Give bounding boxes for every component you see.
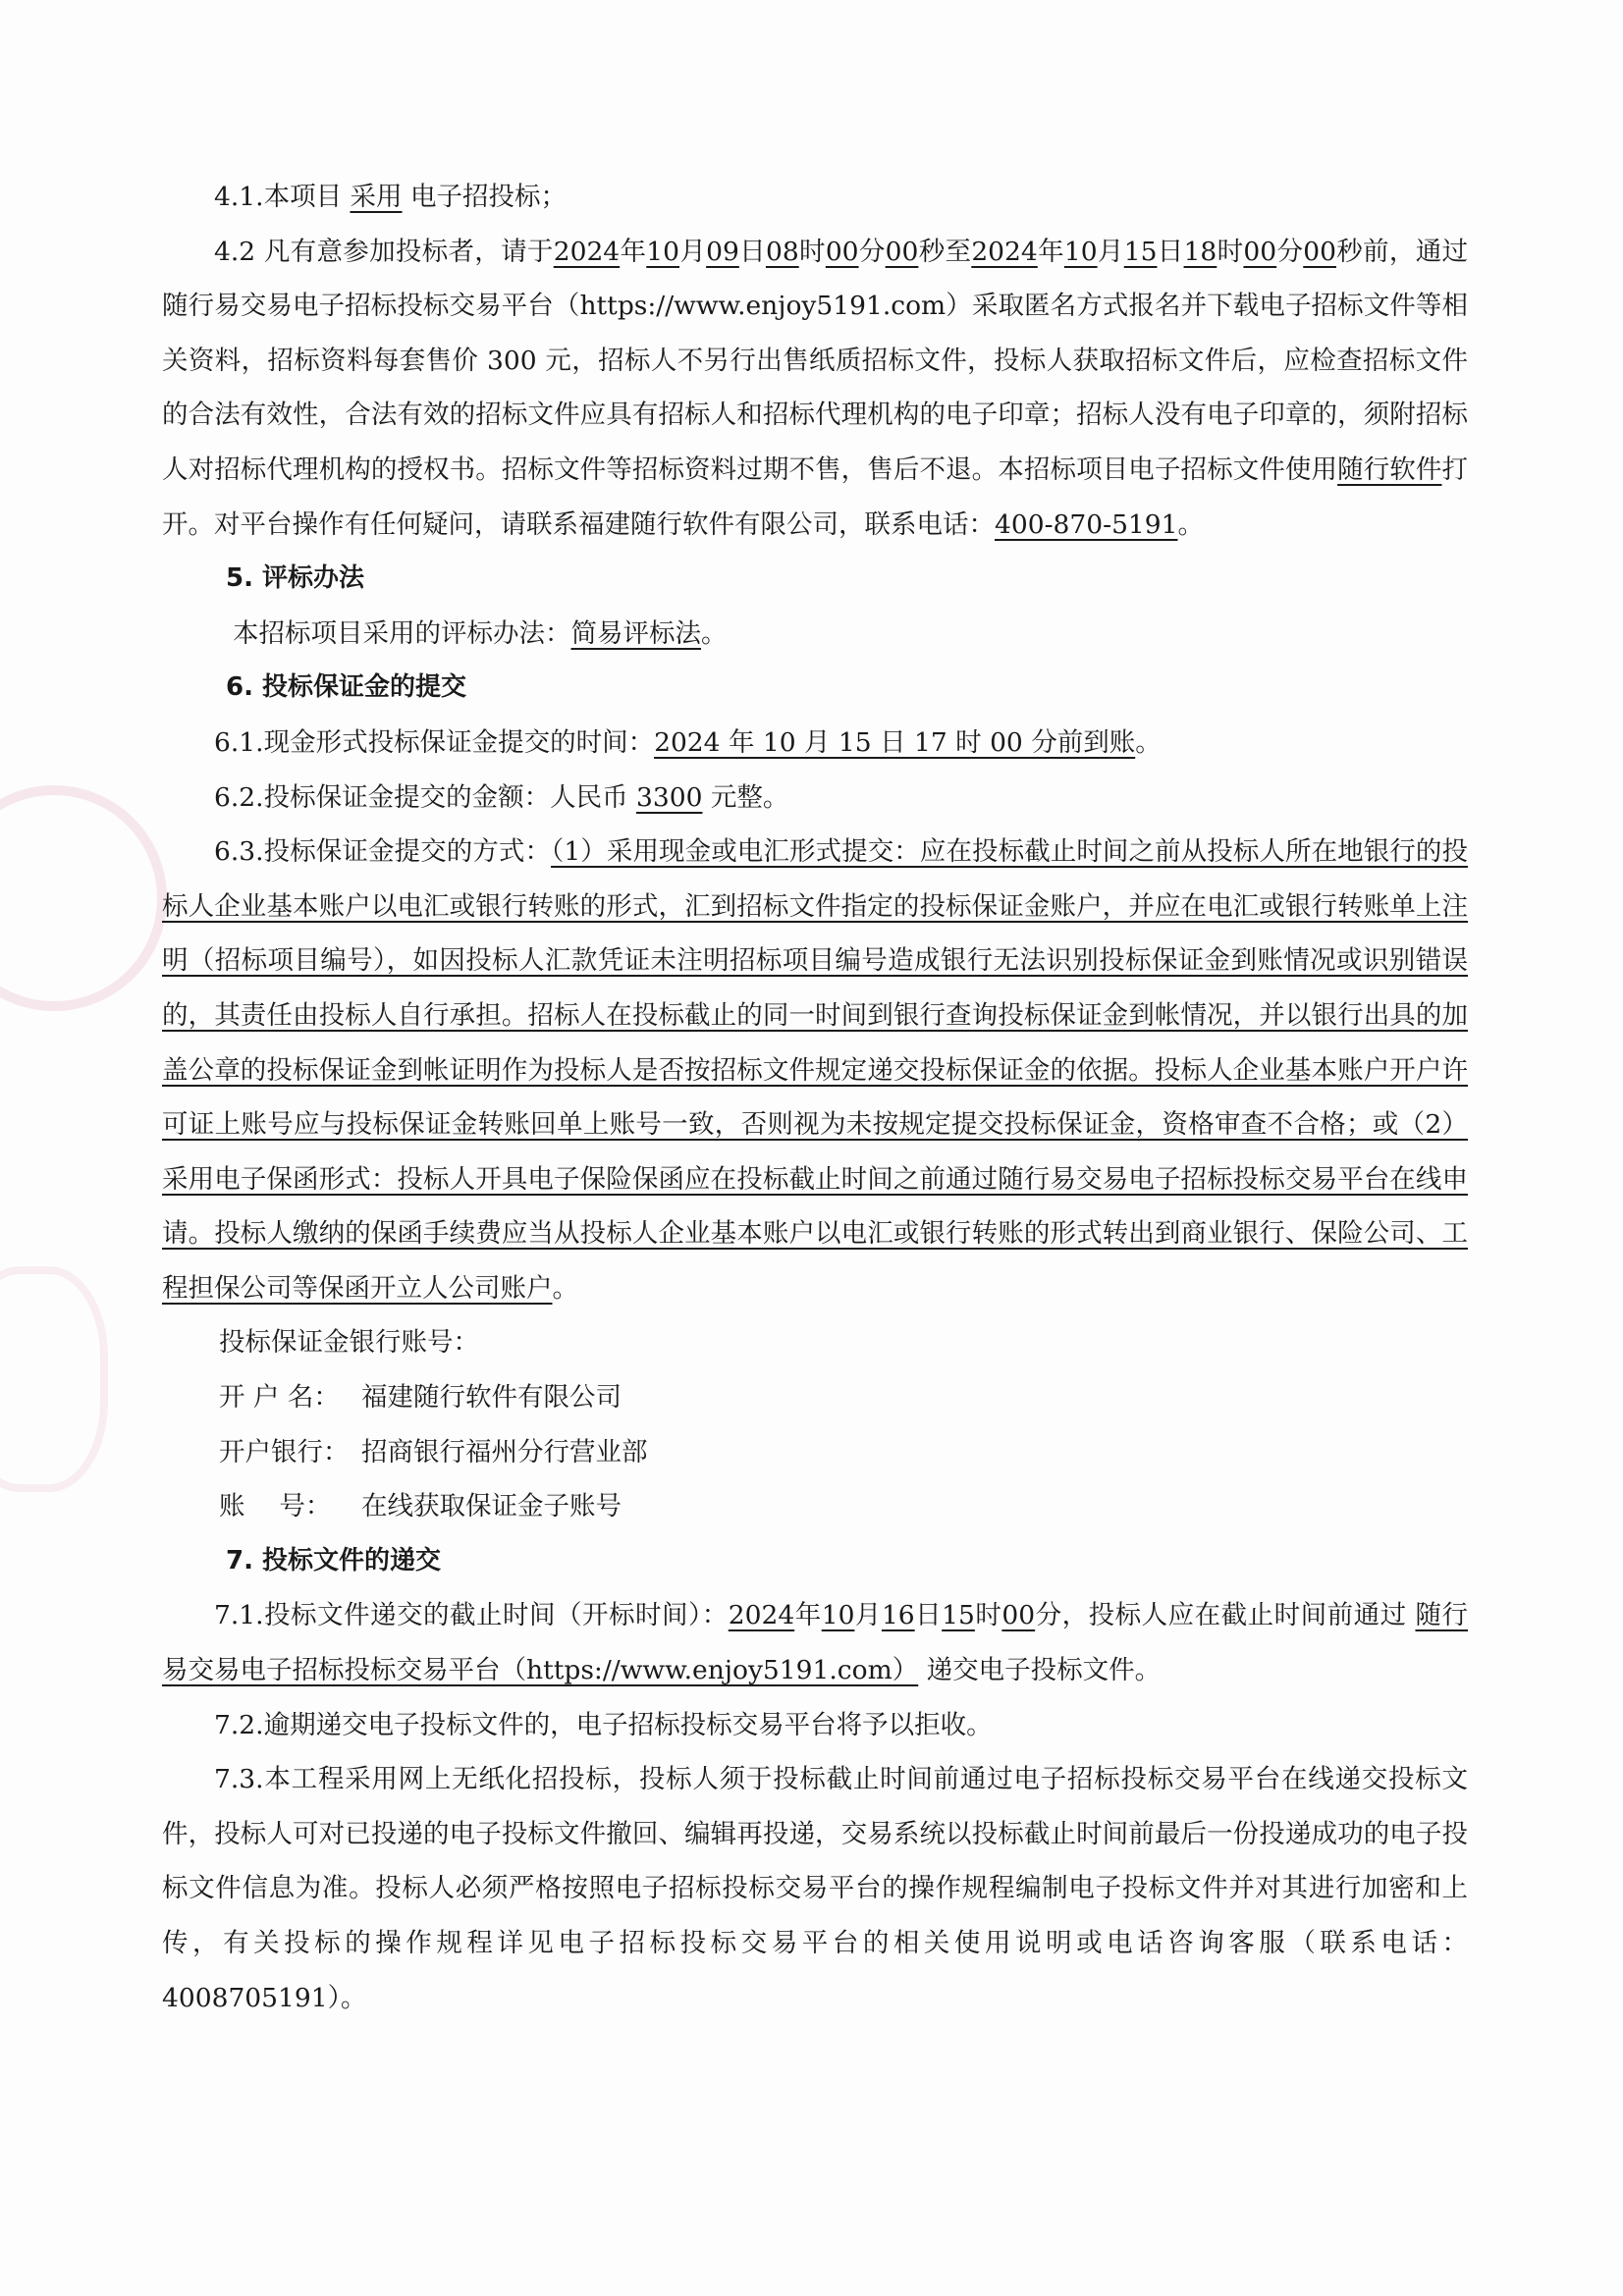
software-name: 随行软件	[1337, 454, 1442, 485]
clause-4-2: 4.2 凡有意参加投标者，请于2024年10月09日08时00分00秒至2024年10月15日18时00分00秒前，通过随行易交易电子招标投标交易平台（https://www.enjoy5191.com）采取匿名方式报名并下载电子招标文件等相关资料，招标资料每套售价 300 元，招标人不另行出售纸质招标文件，投标人获取招标文件后，应检查招标文件的合法有效性，合法有效的招标文件应具有招标人和招标代理机构的电子印章；招标人没有电子印章的，须附招标人对招标代理机构的授权书。招标文件等招标资料过期不售，售后不退。本招标项目电子招标文件使用随行软件打开。对平台操作有任何疑问，请联系福建随行软件有限公司，联系电话：400-870-5191。	[162, 236, 1469, 540]
document-body	[162, 170, 1468, 2025]
clause-7-2: 7.2.逾期递交电子投标文件的，电子招标投标交易平台将予以拒收。	[214, 1709, 993, 1740]
platform-link: 随行易交易电子招标投标交易平台（https://www.enjoy5191.com）	[162, 1600, 1469, 1686]
bank-account-number: 账 号： 在线获取保证金子账号	[219, 1491, 622, 1522]
section-heading-5: 5. 评标办法	[226, 563, 365, 594]
clause-4-1: 4.1.本项目 采用 电子招投标；	[214, 182, 567, 212]
clause-6-3: 6.3.投标保证金提交的方式：（1）采用现金或电汇形式提交：应在投标截止时间之前从投标人所在地银行的投标人企业基本账户以电汇或银行转账的形式，汇到招标文件指定的投标保证金账户，并应在电汇或银行转账单上注明（招标项目编号），如因投标人汇款凭证未注明招标项目编号造成银行无法识别投标保证金到账情况或识别错误的，其责任由投标人自行承担。招标人在投标截止的同一时间到银行查询投标保证金到帐情况，并以银行出具的加盖公章的投标保证金到帐证明作为投标人是否按招标文件规定递交投标保证金的依据。投标人企业基本账户开户许可证上账号应与投标保证金转账回单上账号一致，否则视为未按规定提交投标保证金，资格审查不合格；或（2）采用电子保函形式：投标人开具电子保险保函应在投标截止时间之前通过随行易交易电子招标投标交易平台在线申请。投标人缴纳的保函手续费应当从投标人企业基本账户以电汇或银行转账的形式转出到商业银行、保险公司、工程担保公司等保函开立人公司账户。	[162, 836, 1468, 1304]
bank-account-name: 开 户 名： 福建随行软件有限公司	[219, 1382, 622, 1414]
section-heading-6: 6. 投标保证金的提交	[226, 672, 467, 703]
seal-stamp-ghost-lower	[0, 1266, 108, 1492]
bank-account-title: 投标保证金银行账号：	[219, 1327, 479, 1359]
section-heading-7: 7. 投标文件的递交	[226, 1545, 442, 1575]
bank-account-bank: 开户银行： 招商银行福州分行营业部	[219, 1436, 648, 1468]
contact-phone: 400-870-5191	[995, 508, 1178, 540]
clause-7-1: 7.1.投标文件递交的截止时间（开标时间）：2024年10月16日15时00分，投标人应在截止时间前通过 随行易交易电子招标投标交易平台（https://www.enjoy5191.com） 递交电子投标文件。	[162, 1600, 1469, 1686]
seal-stamp-ghost	[0, 785, 167, 1011]
clause-6-1: 6.1.现金形式投标保证金提交的时间：2024 年 10 月 15 日 17 时 00 分前到账。	[214, 726, 1162, 758]
clause-7-3: 7.3.本工程采用网上无纸化招投标，投标人须于投标截止时间前通过电子招标投标交易平台在线递交投标文件，投标人可对已投递的电子投标文件撤回、编辑再投递，交易系统以投标截止时间前最后一份投递成功的电子投标文件信息为准。投标人必须严格按照电子招标投标交易平台的操作规程编制电子投标文件并对其进行加密和上传，有关投标的操作规程详见电子招标投标交易平台的相关使用说明或电话咨询客服（联系电话：4008705191）。	[162, 1764, 1468, 2013]
clause-6-2: 6.2.投标保证金提交的金额：人民币 3300 元整。	[214, 781, 789, 813]
clause-5: 本招标项目采用的评标办法：简易评标法。	[233, 617, 728, 649]
